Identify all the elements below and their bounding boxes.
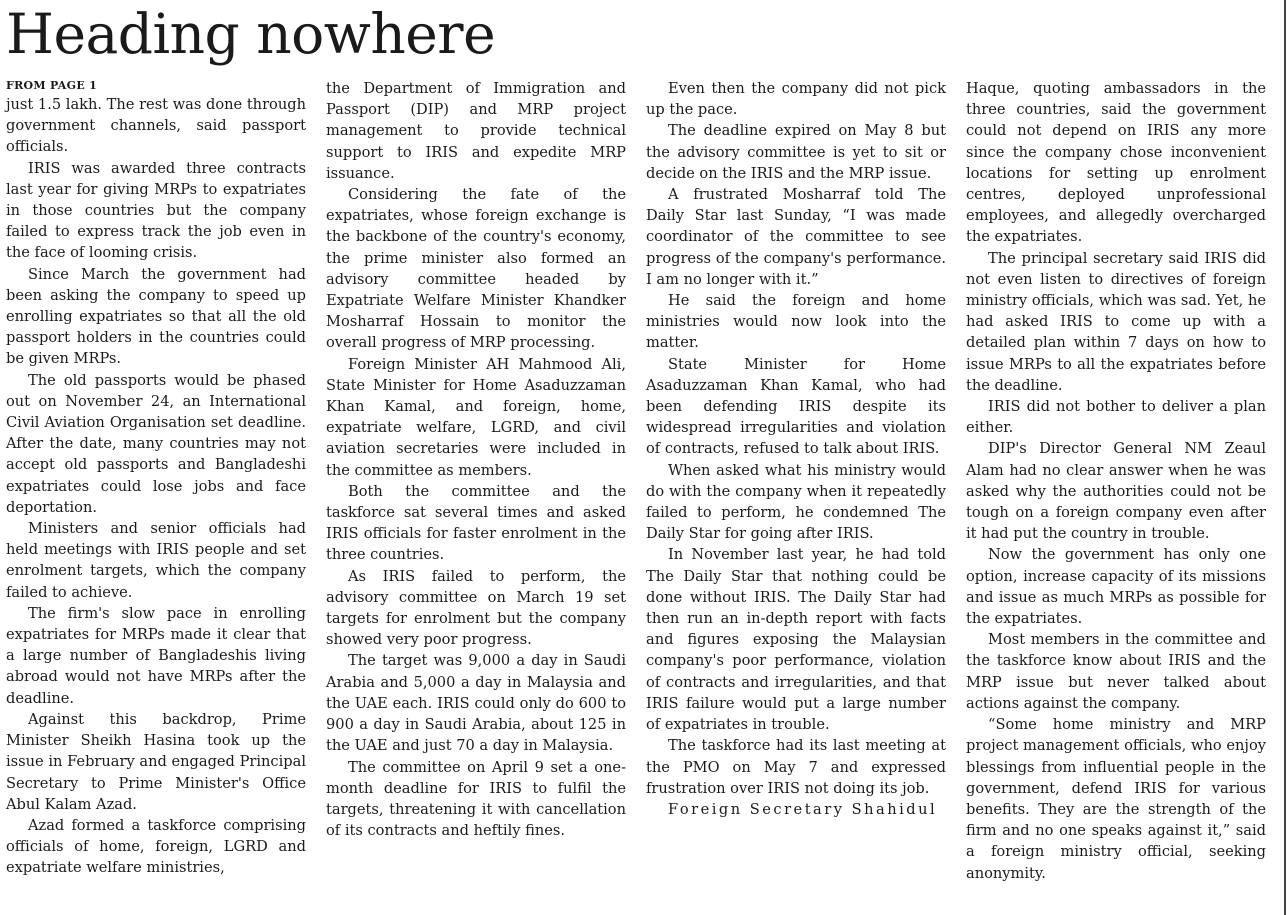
paragraph: State Minister for Home Asaduzzaman Khan Kamal, who had been defending IRIS despite its widespread irregularities and violation of contracts, refused to talk about IRIS.	[646, 355, 946, 458]
article-column-2	[326, 78, 626, 841]
continuation-kicker: FROM PAGE 1	[6, 79, 98, 92]
paragraph: Now the government has only one option, increase capacity of its missions and issue as much MRPs as possible for the expatriates.	[966, 546, 1266, 628]
paragraph: In November last year, he had told The Daily Star that nothing could be done without IRIS. The Daily Star had then run an in-depth report with facts and figures exposing the Malaysian company's poor performance, violation of contracts and irregularities, and that IRIS failure would put a large number of expatriates in trouble.	[646, 546, 946, 734]
paragraph: Considering the fate of the expatriates, whose foreign exchange is the backbone of the country's economy, the prime minister also formed an advisory committee headed by Expatriate Welfare Minister Khandker Mosharraf Hossain to monitor the overall progress of MRP processing.	[326, 186, 626, 352]
paragraph: just 1.5 lakh. The rest was done through government channels, said passport officials.	[6, 96, 306, 156]
paragraph: Since March the government had been asking the company to speed up enrolling expatriates so that all the old passport holders in the countries could be given MRPs.	[6, 265, 306, 368]
paragraph: The target was 9,000 a day in Saudi Arabia and 5,000 a day in Malaysia and the UAE each. IRIS could only do 600 to 900 a day in Saudi Arabia, about 125 in the UAE and just 70 a day in Malaysia.	[326, 652, 626, 755]
paragraph: IRIS was awarded three contracts last year for giving MRPs to expatriates in those countries but the company failed to express track the job even in the face of looming crisis.	[6, 159, 306, 262]
paragraph: Ministers and senior officials had held meetings with IRIS people and set enrolment targets, which the company failed to achieve.	[6, 520, 306, 601]
article-column-4	[966, 78, 1266, 884]
article-column-3	[646, 78, 946, 820]
paragraph: The old passports would be phased out on November 24, an International Civil Aviation Organisation set deadline. After the date, many countries may not accept old passports and Bangladeshi expatriates could lose jobs and face deportation.	[6, 371, 306, 516]
paragraph: When asked what his ministry would do with the company when it repeatedly failed to perform, he condemned The Daily Star for going after IRIS.	[646, 461, 946, 543]
page-edge-rule	[1284, 0, 1286, 915]
headline: Heading nowhere	[6, 2, 496, 66]
paragraph: The deadline expired on May 8 but the advisory committee is yet to sit or decide on the IRIS and the MRP issue.	[646, 122, 946, 182]
paragraph: As IRIS failed to perform, the advisory committee on March 19 set targets for enrolment but the company showed very poor progress.	[326, 567, 626, 649]
article-column-1	[6, 78, 306, 879]
paragraph: A frustrated Mosharraf told The Daily Star last Sunday, “I was made coordinator of the committee to see progress of the company's performance. I am no longer with it.”	[646, 186, 946, 288]
paragraph: Azad formed a taskforce comprising officials of home, foreign, LGRD and expatriate welfare ministries,	[6, 816, 306, 877]
paragraph: Against this backdrop, Prime Minister Sheikh Hasina took up the issue in February and engaged Principal Secretary to Prime Minister's Office Abul Kalam Azad.	[6, 710, 306, 813]
paragraph: Foreign Minister AH Mahmood Ali, State Minister for Home Asaduzzaman Khan Kamal, and foreign, home, expatriate welfare, LGRD, and civil aviation secretaries were included in the committee as members.	[326, 355, 626, 479]
paragraph: IRIS did not bother to deliver a plan either.	[966, 398, 1266, 437]
paragraph: Most members in the committee and the taskforce know about IRIS and the MRP issue but never talked about actions against the company.	[966, 631, 1266, 712]
paragraph: Haque, quoting ambassadors in the three countries, said the government could not depend on IRIS any more since the company chose inconvenient locations for setting up enrolment centres, deployed unprofessional employees, and allegedly overcharged the expatriates.	[966, 80, 1266, 246]
paragraph: Foreign Secretary Shahidul	[668, 800, 938, 818]
paragraph: The firm's slow pace in enrolling expatriates for MRPs made it clear that a large number of Bangladeshis living abroad would not have MRPs after the deadline.	[6, 604, 306, 707]
paragraph: Even then the company did not pick up the pace.	[646, 80, 946, 119]
paragraph: The principal secretary said IRIS did not even listen to directives of foreign ministry officials, which was sad. Yet, he had asked IRIS to come up with a detailed plan within 7 days on how to issue MRPs to all the expatriates before the deadline.	[966, 249, 1266, 394]
paragraph: He said the foreign and home ministries would now look into the matter.	[646, 292, 946, 352]
paragraph: the Department of Immigration and Passport (DIP) and MRP project management to provide technical support to IRIS and expedite MRP issuance.	[326, 80, 626, 182]
paragraph: Both the committee and the taskforce sat several times and asked IRIS officials for faster enrolment in the three countries.	[326, 482, 626, 564]
paragraph: DIP's Director General NM Zeaul Alam had no clear answer when he was asked why the authorities could not be tough on a foreign company even after it had put the country in trouble.	[966, 440, 1266, 543]
paragraph: The taskforce had its last meeting at the PMO on May 7 and expressed frustration over IRIS not doing its job.	[646, 737, 946, 797]
paragraph: “Some home ministry and MRP project management officials, who enjoy blessings from influential people in the government, defend IRIS for various benefits. They are the strength of the firm and no one speaks against it,” said a foreign ministry official, seeking anonymity.	[966, 716, 1266, 882]
paragraph: The committee on April 9 set a one-month deadline for IRIS to fulfil the targets, threatening it with cancellation of its contracts and heftily fines.	[326, 758, 626, 840]
